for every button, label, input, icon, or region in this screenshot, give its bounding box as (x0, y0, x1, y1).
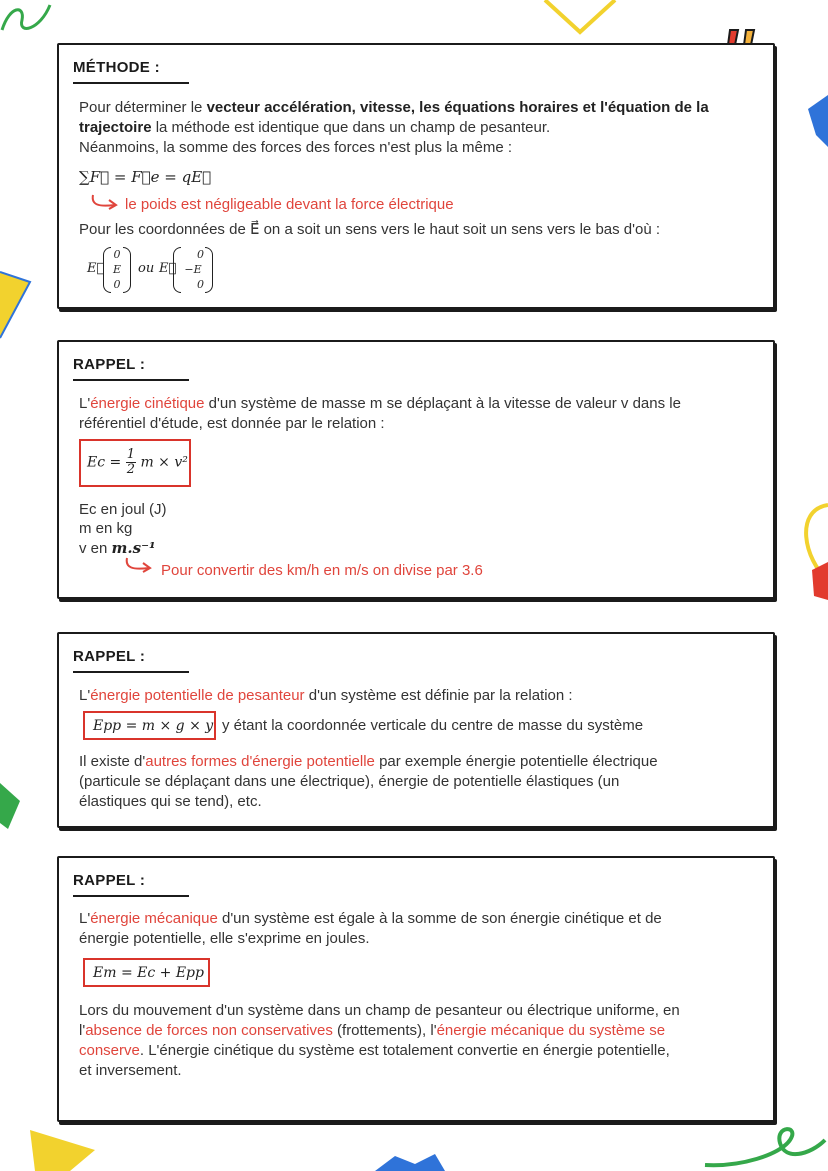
conversion-note: Pour convertir des km/h en m/s on divise par 3.6 (161, 562, 483, 579)
mechanical-p4: et inversement. (79, 1062, 182, 1079)
green-loop-decoration (700, 1115, 828, 1171)
mechanical-line1: L'énergie mécanique d'un système est égale à la somme de son énergie cinétique et de (79, 910, 662, 927)
mechanical-p1: Lors du mouvement d'un système dans un champ de pesanteur ou électrique uniforme, en (79, 1002, 680, 1019)
weight-note: le poids est négligeable devant la force électrique (125, 196, 454, 213)
mechanical-formula-box (83, 958, 210, 987)
blue-shape-decoration (808, 95, 828, 155)
method-intro-line2: trajectoire la méthode est identique que dans un champ de pesanteur. (79, 119, 551, 136)
kinetic-line1: L'énergie cinétique d'un système de masse m se déplaçant à la vitesse de valeur v dans le (79, 395, 681, 412)
title-underline (73, 82, 189, 84)
unit-m: m en kg (79, 520, 133, 537)
mechanical-formula: Em = Ec + Epp (93, 965, 204, 981)
mechanical-energy-card (57, 856, 775, 1122)
title-underline (73, 895, 189, 897)
potential-formula-box (83, 711, 216, 740)
kinetic-line2: référentiel d'étude, est donnée par le relation : (79, 415, 385, 432)
potential-p3: élastiques qui se tend), etc. (79, 793, 262, 810)
green-shape-decoration (0, 783, 22, 833)
method-intro-line1: Pour déterminer le vecteur accélération, vitesse, les équations horaires et l'équation de la (79, 99, 709, 116)
e-vector-up: 0 E 0 (103, 247, 131, 293)
potential-p2: (particule se déplaçant dans une électrique), énergie de potentielle élastiques (un (79, 773, 620, 790)
potential-energy-card (57, 632, 775, 828)
unit-ec: Ec en joul (J) (79, 501, 167, 518)
method-title: MÉTHODE : (73, 59, 160, 76)
mechanical-p2: l'absence de forces non conservatives (frottements), l'énergie mécanique du système se (79, 1022, 666, 1039)
mechanical-line2: énergie potentielle, elle s'exprime en joules. (79, 930, 370, 947)
kinetic-energy-card (57, 340, 775, 599)
yellow-ring-decoration (794, 500, 828, 600)
kinetic-formula-box (79, 439, 191, 487)
kinetic-title: RAPPEL : (73, 356, 146, 373)
title-underline (73, 379, 189, 381)
force-formula: ∑F⃗ = F⃗e = qE⃗ (79, 168, 212, 186)
method-card (57, 43, 775, 309)
yellow-heart-decoration (540, 0, 620, 40)
e-vector-label-1: E⃗ (87, 261, 105, 276)
e-vector-label-2: E⃗ (159, 261, 177, 276)
potential-line1: L'énergie potentielle de pesanteur d'un système est définie par la relation : (79, 687, 573, 704)
potential-formula: Epp = m × g × y (93, 718, 214, 734)
mechanical-p3: conserve. L'énergie cinétique du système est totalement convertie en énergie potentielle, (79, 1042, 670, 1059)
yellow-triangle-decoration (0, 268, 32, 348)
e-vector-down: 0 −E 0 (173, 247, 213, 293)
coords-line: Pour les coordonnées de E⃗ on a soit un sens vers le haut soit un sens vers le bas d'où : (79, 221, 661, 238)
or-label: ou (138, 261, 155, 276)
kinetic-formula: Ec = $\frac{1}{2}$ m × v² (87, 447, 188, 477)
blue-blob-decoration (375, 1150, 445, 1171)
potential-p1: Il existe d'autres formes d'énergie potentielle par exemple énergie potentielle électrique (79, 753, 658, 770)
method-intro-line3: Néanmoins, la somme des forces des forces n'est plus la même : (79, 139, 513, 156)
title-underline (73, 671, 189, 673)
unit-v: v en m.s⁻¹ (79, 539, 156, 557)
green-squiggle-decoration (0, 0, 60, 40)
potential-formula-note: y étant la coordonnée verticale du centre de masse du système (222, 717, 644, 734)
potential-title: RAPPEL : (73, 648, 146, 665)
arrow-icon (123, 556, 155, 574)
mechanical-title: RAPPEL : (73, 872, 146, 889)
arrow-icon (89, 193, 121, 211)
yellow-blob-decoration (0, 1120, 100, 1171)
